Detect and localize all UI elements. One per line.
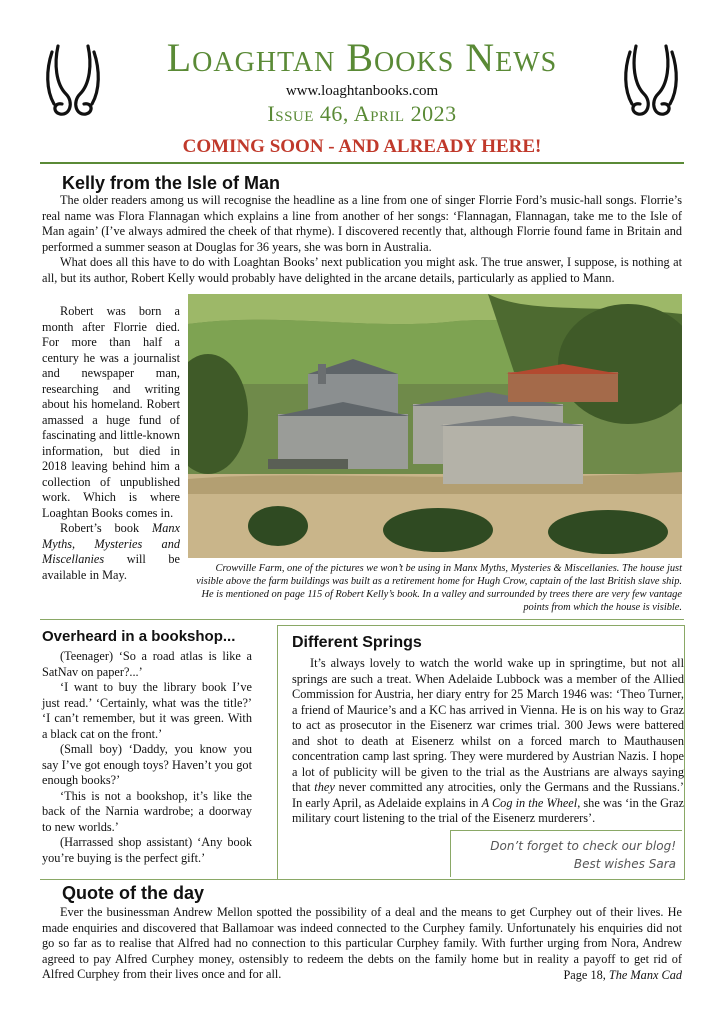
springs-body <box>292 656 684 827</box>
blog-signoff <box>450 830 682 877</box>
kelly-paragraph-1: The older readers among us will recognise the headline as a line from one of singer Florrie Ford’s music-hall songs. Florrie’s real name was Flora Flannagan which explains a line from another of her songs: ‘Flannagan, Flannagan, take me to the Isle of Man again’ (I’ve always admired the cheek of that rhyme). I discovered recently that, although Florrie found fame in Britain and performed a summer season at Douglas for 36 years, she was born in Australia. <box>42 193 682 254</box>
kelly-paragraph-3: Robert was born a month after Florrie died. For more than half a century he was a journalist and newspaper man, researching and writing about his homeland. Robert amassed a huge fund of fascinating and little-known information, but died in 2018 leaving behind him a collection of unpublished work. Which is where Loaghtan Books comes in. <box>42 304 180 520</box>
springs-paragraph: It’s always lovely to watch the world wake up in springtime, but not all springs are such a treat. When Adelaide Lubbock was a member of the Allied Commission for Austria, her diary entry for 25 March 1946 was: ‘Theo Turner, a friend of Maurice’s and a KC has arrived in Vienna. He is on his way to Graz to act as prosecutor in the Eisenerz war crimes trial. 300 Jews were battered and shot to death at Eisenerz whilst on a forced march to Mauthausen concentration camp last spring. They were murdered by Austrian Nazis. I hope a lot of publicity will be given to the trial as the Austrians are always saying that they never committed any atrocities, only the Germans and the Russians.’ In early April, as Adelaide explains in A Cog in the Wheel, she was ‘in the Graz military court listening to the trial of the Eisenerz murderers’. <box>292 656 684 825</box>
quote-divider <box>40 879 684 880</box>
overheard-item: (Teenager) ‘So a road atlas is like a SatNav on paper?...’ <box>42 649 252 679</box>
kelly-heading: Kelly from the Isle of Man <box>62 173 281 193</box>
crowville-farm-photo <box>188 294 682 558</box>
headline-banner: COMING SOON - AND ALREADY HERE! <box>182 136 542 157</box>
overheard-heading: Overheard in a bookshop... <box>42 628 236 645</box>
newsletter-title: Loaghtan Books News <box>166 35 558 80</box>
overheard-item: ‘I want to buy the library book I’ve just read.’ ‘Certainly, what was the title?’ ‘I can’t remember, but it was green. With a black cat on the front.’ <box>42 680 252 741</box>
quote-heading: Quote of the day <box>62 883 205 903</box>
masthead-divider <box>40 162 684 164</box>
overheard-item: (Small boy) ‘Daddy, you know you say I’ve got enough toys? Haven’t you got enough books?’ <box>42 742 252 787</box>
kelly-intro <box>42 193 682 286</box>
kelly-paragraph-2: What does all this have to do with Loaghtan Books’ next publication you might ask. The true answer, I suppose, is nothing at all, but its author, Robert Kelly would probably have delighted in the arcane details, particularly as applied to Mann. <box>42 255 682 285</box>
quote-body <box>42 905 682 983</box>
overheard-item: (Harrassed shop assistant) ‘Any book you’re buying is the perfect gift.’ <box>42 835 252 865</box>
overheard-item: ‘This is not a bookshop, it’s like the back of the Narnia wardrobe; a doorway to new worlds.’ <box>42 788 252 834</box>
quote-text: Ever the businessman Andrew Mellon spotted the possibility of a deal and the means to get Curphey out of their lives. He made enquiries and discovered that Ballamoar was indeed connected to the Curphey family. Unfortunately his enquiries did not go so far as to realise that Alfred had no connection to this particular Curphey family. With further urging from Nora, Andrew agreed to pay Alfred Curphey money, ostensibly to redeem the debts on the family home but in reality a payoff to get rid of Alfred Curphey from their lives once and for all. <box>42 905 682 981</box>
springs-heading: Different Springs <box>292 634 422 651</box>
blog-reminder[interactable]: Don’t forget to check our blog! <box>490 839 676 853</box>
quote-source: Page 18, The Manx Cad <box>563 967 682 982</box>
overheard-list <box>42 649 252 866</box>
section-divider <box>40 619 684 620</box>
photo-caption: Crowville Farm, one of the pictures we won’t be using in Manx Myths, Mysteries & Miscellanies. The house just visible above the farm buildings was built as a retirement home for Hugh Crow, captain of the last British slave ship. He is mentioned on page 115 of Robert Kelly’s book. In a valley and surrounded by trees there are very few vantage points from which the house is visible. <box>196 563 682 613</box>
issue-line: Issue 46, April 2023 <box>267 101 457 126</box>
kelly-paragraph-4: Robert’s book Manx Myths, Mysteries and Miscellanies will be available in May. <box>42 521 180 582</box>
kelly-narrow-column <box>42 304 180 583</box>
website-url[interactable]: www.loaghtanbooks.com <box>285 83 439 99</box>
signature: Best wishes Sara <box>573 857 676 871</box>
